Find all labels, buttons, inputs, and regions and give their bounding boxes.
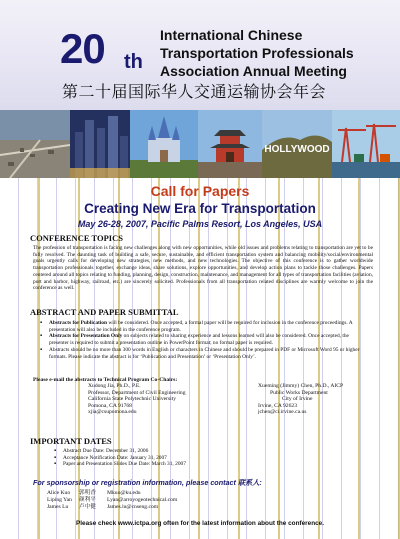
hollywood-sign-photo xyxy=(262,110,332,178)
title-line-3: Association Annual Meeting xyxy=(160,63,347,79)
abstract-bullets xyxy=(40,320,370,360)
title-line-1: International Chinese xyxy=(160,27,303,43)
abstract-submittal-heading: ABSTRACT AND PAPER SUBMITTAL xyxy=(30,307,179,317)
port-cranes-photo xyxy=(332,110,400,178)
pagoda-photo xyxy=(198,110,262,178)
chinese-title: 第二十届国际华人交通运输协会年会 xyxy=(62,82,327,101)
co-chair-1: Xudong Jia, Ph.D., P.E. Professor, Department of Civil Engineering California State Polytechnic University Pomona, CA 91768 xjia@csupomona.edu xyxy=(88,383,186,416)
bullet-format: ▪ Abstracts should be no more than 300 words in English or characters in Chinese and should be prepared in PDF or Microsoft Word 95 or higher formats. Please indicate the abstract is for ‘Publication and Presentation’ or ‘Presentation Only’. xyxy=(40,347,370,360)
downtown-skyline-photo xyxy=(70,110,130,178)
conference-theme: Creating New Era for Transportation xyxy=(84,201,316,216)
email-link[interactable]: James.lu@cnseng.com xyxy=(107,504,159,510)
edition-suffix: th xyxy=(124,51,143,73)
call-for-papers-heading: Call for Papers xyxy=(150,183,250,199)
email-link[interactable]: Mkuo@ku.edu xyxy=(107,490,141,496)
event-dates-venue: May 26-28, 2007, Pacific Palms Resort, Los Angeles, USA xyxy=(77,219,323,229)
contact-row: Alice Kuo 郭明香 Mkuo@ku.edu xyxy=(47,490,141,496)
date-paper-due: ▪ Paper and Presentation Slides Due Date: March 31, 2007 xyxy=(54,461,354,468)
aerial-city-photo xyxy=(0,110,70,178)
contact-row: James Lu 卢中健 James.lu@cnseng.com xyxy=(47,504,159,510)
important-dates-heading: IMPORTANT DATES xyxy=(30,436,112,446)
bullet-publication: ▪ Abstracts for Publication will be considered. Once accepted, a formal paper will be required for inclusion in the conference proceedings. A presentation will also be included in the conference program. xyxy=(40,320,370,333)
email-link[interactable]: Lyan@arroyogeotechnical.com xyxy=(107,497,178,503)
edition-number: 20 xyxy=(60,25,105,72)
contact-row: Liping Yan 颜利平 Lyan@arroyogeotechnical.com xyxy=(47,497,178,503)
date-abstract-due: ▪ Abstract Due Date: December 31, 2006 xyxy=(54,448,354,455)
important-dates-list xyxy=(54,448,354,468)
photo-strip xyxy=(0,110,400,178)
sponsorship-heading: For sponsorship or registration information, please contact 联系人: xyxy=(33,478,262,487)
title-line-2: Transportation Professionals xyxy=(160,45,354,61)
bullet-presentation-only: ▪ Abstracts for Presentation Only on subjects related to sharing experience and lessons learned will also be considered. Once accepted, the presenter is required to submit a presentation outline in PowerPoint format; no formal paper is required. xyxy=(40,333,370,346)
co-chair-2: Xueming (Jimmy) Chen, Ph.D., AICP Public Works Department City of Irvine Irvine, CA 92623 jchen@ci.irvine.ca.us xyxy=(258,383,344,416)
castle-photo xyxy=(130,110,198,178)
date-acceptance: ▪ Acceptance Notification Date: January 31, 2007 xyxy=(54,455,354,462)
website-note: Please check www.ictpa.org often for the latest information about the conference. xyxy=(76,520,324,527)
title-banner xyxy=(0,0,400,110)
conference-topics-heading: CONFERENCE TOPICS xyxy=(30,233,123,243)
conference-topics-body: The profession of transportation is facing new challenges along with new opportunities, while old issues and problems relating to transportation are yet to be fully resolved. The daunting task of building a safe, secure, sustainable, and efficient transportation system and balancing mobility/social/environmental goals urgently calls for developing new strategies, new methods, and new technologies. The objective of this conference is to gather worldwide transportation professionals together, exchange ideas, share solutions, explore opportunities, and develop action plans to tackle those challenges. Papers centered around all topics relating to funding, planning, design, construction, maintenance, and management for all types of transportation facilities (aviation, port and harbor, highway, railroad, etc.) are sincerely solicited. Professionals from all transportation related disciplines are warmly welcome to join the conference as well. xyxy=(33,245,373,292)
email-instruction: Please e-mail the abstracts to Technical Program Co-Chairs: xyxy=(33,377,178,383)
hollywood-sign-text: HOLLYWOOD xyxy=(264,144,330,155)
